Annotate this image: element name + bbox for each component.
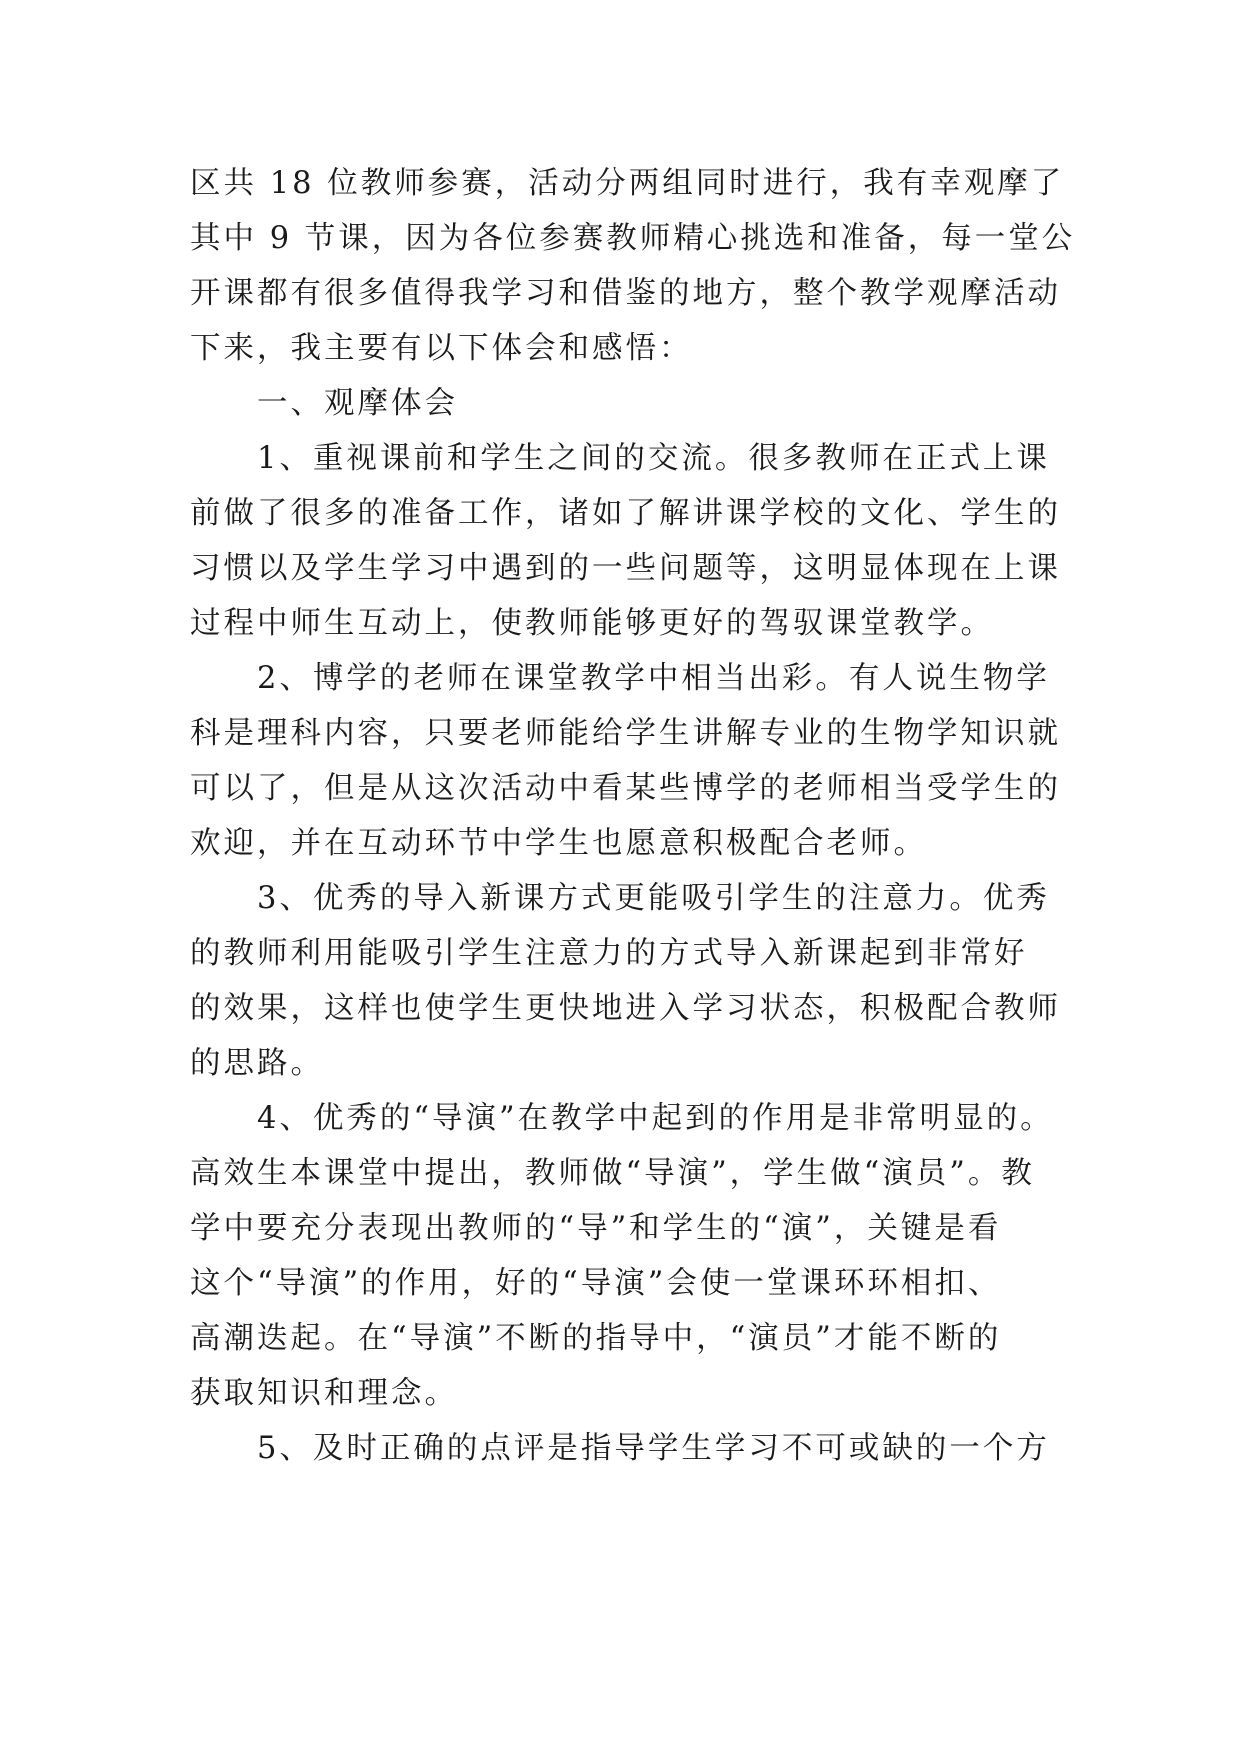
text-line: 1、重视课前和学生之间的交流。很多教师在正式上课 <box>190 441 1050 476</box>
text-line: 前做了很多的准备工作，诸如了解讲课学校的文化、学生的 <box>190 496 1061 531</box>
text-line: 5、及时正确的点评是指导学生学习不可或缺的一个方 <box>190 1431 1050 1466</box>
text-line: 科是理科内容，只要老师能给学生讲解专业的生物学知识就 <box>190 716 1061 751</box>
text-line: 欢迎，并在互动环节中学生也愿意积极配合老师。 <box>190 826 927 861</box>
text-line: 高潮迭起。在“导演”不断的指导中，“演员”才能不断的 <box>190 1321 1002 1356</box>
text-line: 的教师利用能吸引学生注意力的方式导入新课起到非常好 <box>190 936 1028 971</box>
text-line: 其中 9 节课，因为各位参赛教师精心挑选和准备，每一堂公 <box>190 221 1076 256</box>
text-line: 的思路。 <box>190 1046 324 1081</box>
text-line: 高效生本课堂中提出，教师做“导演”，学生做“演员”。教 <box>190 1156 1035 1191</box>
text-line: 开课都有很多值得我学习和借鉴的地方，整个教学观摩活动 <box>190 276 1061 311</box>
text-line: 可以了，但是从这次活动中看某些博学的老师相当受学生的 <box>190 771 1061 806</box>
text-line: 4、优秀的“导演”在教学中起到的作用是非常明显的。 <box>190 1101 1054 1136</box>
section-heading: 一、观摩体会 <box>190 386 458 421</box>
text-line: 过程中师生互动上，使教师能够更好的驾驭课堂教学。 <box>190 606 994 641</box>
text-line: 学中要充分表现出教师的“导”和学生的“演”，关键是看 <box>190 1211 1002 1246</box>
text-line: 的效果，这样也使学生更快地进入学习状态，积极配合教师 <box>190 991 1061 1026</box>
text-line: 下来，我主要有以下体会和感悟： <box>190 331 693 366</box>
text-line: 这个“导演”的作用，好的“导演”会使一堂课环环相扣、 <box>190 1266 1002 1301</box>
text-line: 获取知识和理念。 <box>190 1376 458 1411</box>
text-line: 2、博学的老师在课堂教学中相当出彩。有人说生物学 <box>190 661 1050 696</box>
text-line: 区共 18 位教师参赛，活动分两组同时进行，我有幸观摩了 <box>190 166 1065 201</box>
text-line: 3、优秀的导入新课方式更能吸引学生的注意力。优秀 <box>190 881 1050 916</box>
text-line: 习惯以及学生学习中遇到的一些问题等，这明显体现在上课 <box>190 551 1061 586</box>
